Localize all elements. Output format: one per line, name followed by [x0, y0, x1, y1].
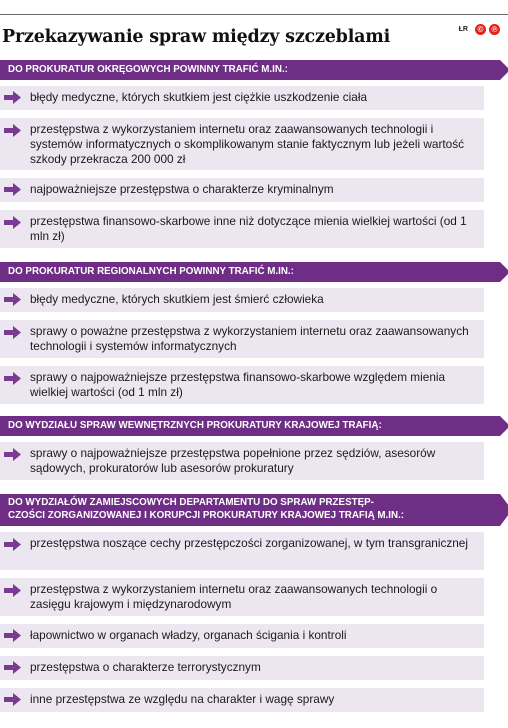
section-label: DO PROKURATUR OKRĘGOWYCH POWINNY TRAFIĆ M.IN.: — [8, 64, 288, 75]
arrow-right-icon — [4, 293, 21, 306]
section-header-wydzial-spraw-wewnetrznych — [0, 416, 500, 436]
list-item — [0, 210, 484, 248]
arrow-right-icon — [4, 629, 21, 642]
list-item — [0, 688, 484, 712]
section-label-line1: DO WYDZIAŁÓW ZAMIEJSCOWYCH DEPARTAMENTU DO SPRAW PRZESTĘP- — [8, 497, 374, 508]
arrow-right-icon — [4, 124, 21, 137]
brand-logo — [459, 24, 500, 35]
item-text: sprawy o najpoważniejsze przestępstwa finansowo-skarbowe względem mienia wielkiej wartości (od 1 mln zł) — [30, 370, 446, 399]
list-item — [0, 624, 484, 648]
section-arrow-tip — [500, 494, 508, 526]
arrow-right-icon — [4, 326, 21, 339]
list-item — [0, 532, 484, 570]
section-header-wydzialy-zamiejscowe — [0, 494, 500, 526]
item-text: łapownictwo w organach władzy, organach ścigania i kontroli — [30, 628, 347, 642]
item-text: sprawy o najpoważniejsze przestępstwa popełnione przez sędziów, asesorów sądowych, prokuratorów lub asesorów prokuratury — [30, 446, 436, 475]
list-item — [0, 118, 484, 170]
item-text: przestępstwa z wykorzystaniem internetu oraz zaawansowanych technologii o zasięgu krajowym i międzynarodowym — [30, 582, 438, 611]
arrow-right-icon — [4, 216, 21, 229]
section-arrow-tip — [500, 262, 508, 282]
section-header-okregowe — [0, 60, 500, 80]
arrow-right-icon — [4, 693, 21, 706]
arrow-right-icon — [4, 661, 21, 674]
copyright-icon: © — [475, 24, 486, 35]
item-text: inne przestępstwa ze względu na charakter i wagę sprawy — [30, 692, 335, 706]
list-item — [0, 320, 484, 358]
brand-lr: ŁR — [458, 26, 468, 33]
arrow-right-icon — [4, 91, 21, 104]
arrow-right-icon — [4, 372, 21, 385]
section-label-line2: CZOŚCI ZORGANIZOWANEJ I KORUPCJI PROKURATURY KRAJOWEJ TRAFIĄ M.IN.: — [8, 509, 405, 521]
list-item — [0, 288, 484, 312]
list-item — [0, 178, 484, 202]
arrow-right-icon — [4, 538, 21, 551]
section-arrow-tip — [500, 60, 508, 80]
list-item — [0, 656, 484, 680]
item-text: przestępstwa finansowo-skarbowe inne niż dotyczące mienia wielkiej wartości (od 1 mln zł) — [30, 214, 467, 243]
page-title: Przekazywanie spraw między szczeblami — [2, 27, 391, 47]
arrow-right-icon — [4, 448, 21, 461]
section-header-regionalne — [0, 262, 500, 282]
item-text: przestępstwa z wykorzystaniem internetu oraz zaawansowanych technologii i systemów informatycznych o skomplikowanym stanie faktycznym lub jeżeli wartość szkody przekracza 200 000 zł — [30, 122, 465, 166]
header — [0, 22, 508, 56]
section-label: DO PROKURATUR REGIONALNYCH POWINNY TRAFIĆ M.IN.: — [8, 266, 294, 277]
item-text: najpoważniejsze przestępstwa o charakterze kryminalnym — [30, 182, 334, 196]
item-text: przestępstwa noszące cechy przestępczości zorganizowanej, w tym transgranicznej — [30, 536, 468, 550]
list-item — [0, 86, 484, 110]
list-item — [0, 578, 484, 616]
section-label: DO WYDZIAŁU SPRAW WEWNĘTRZNYCH PROKURATURY KRAJOWEJ TRAFIĄ: — [8, 420, 382, 431]
top-rule — [0, 14, 508, 15]
list-item — [0, 442, 484, 480]
list-item — [0, 366, 484, 404]
item-text: błędy medyczne, których skutkiem jest ciężkie uszkodzenie ciała — [30, 90, 368, 104]
item-text: sprawy o poważne przestępstwa z wykorzystaniem internetu oraz zaawansowanych technologii i systemów informatycznych — [30, 324, 469, 353]
phonogram-icon: ℗ — [489, 24, 500, 35]
item-text: przestępstwa o charakterze terrorystycznym — [30, 660, 261, 674]
arrow-right-icon — [4, 584, 21, 597]
item-text: błędy medyczne, których skutkiem jest śmierć człowieka — [30, 292, 324, 306]
section-arrow-tip — [500, 416, 508, 436]
arrow-right-icon — [4, 183, 21, 196]
